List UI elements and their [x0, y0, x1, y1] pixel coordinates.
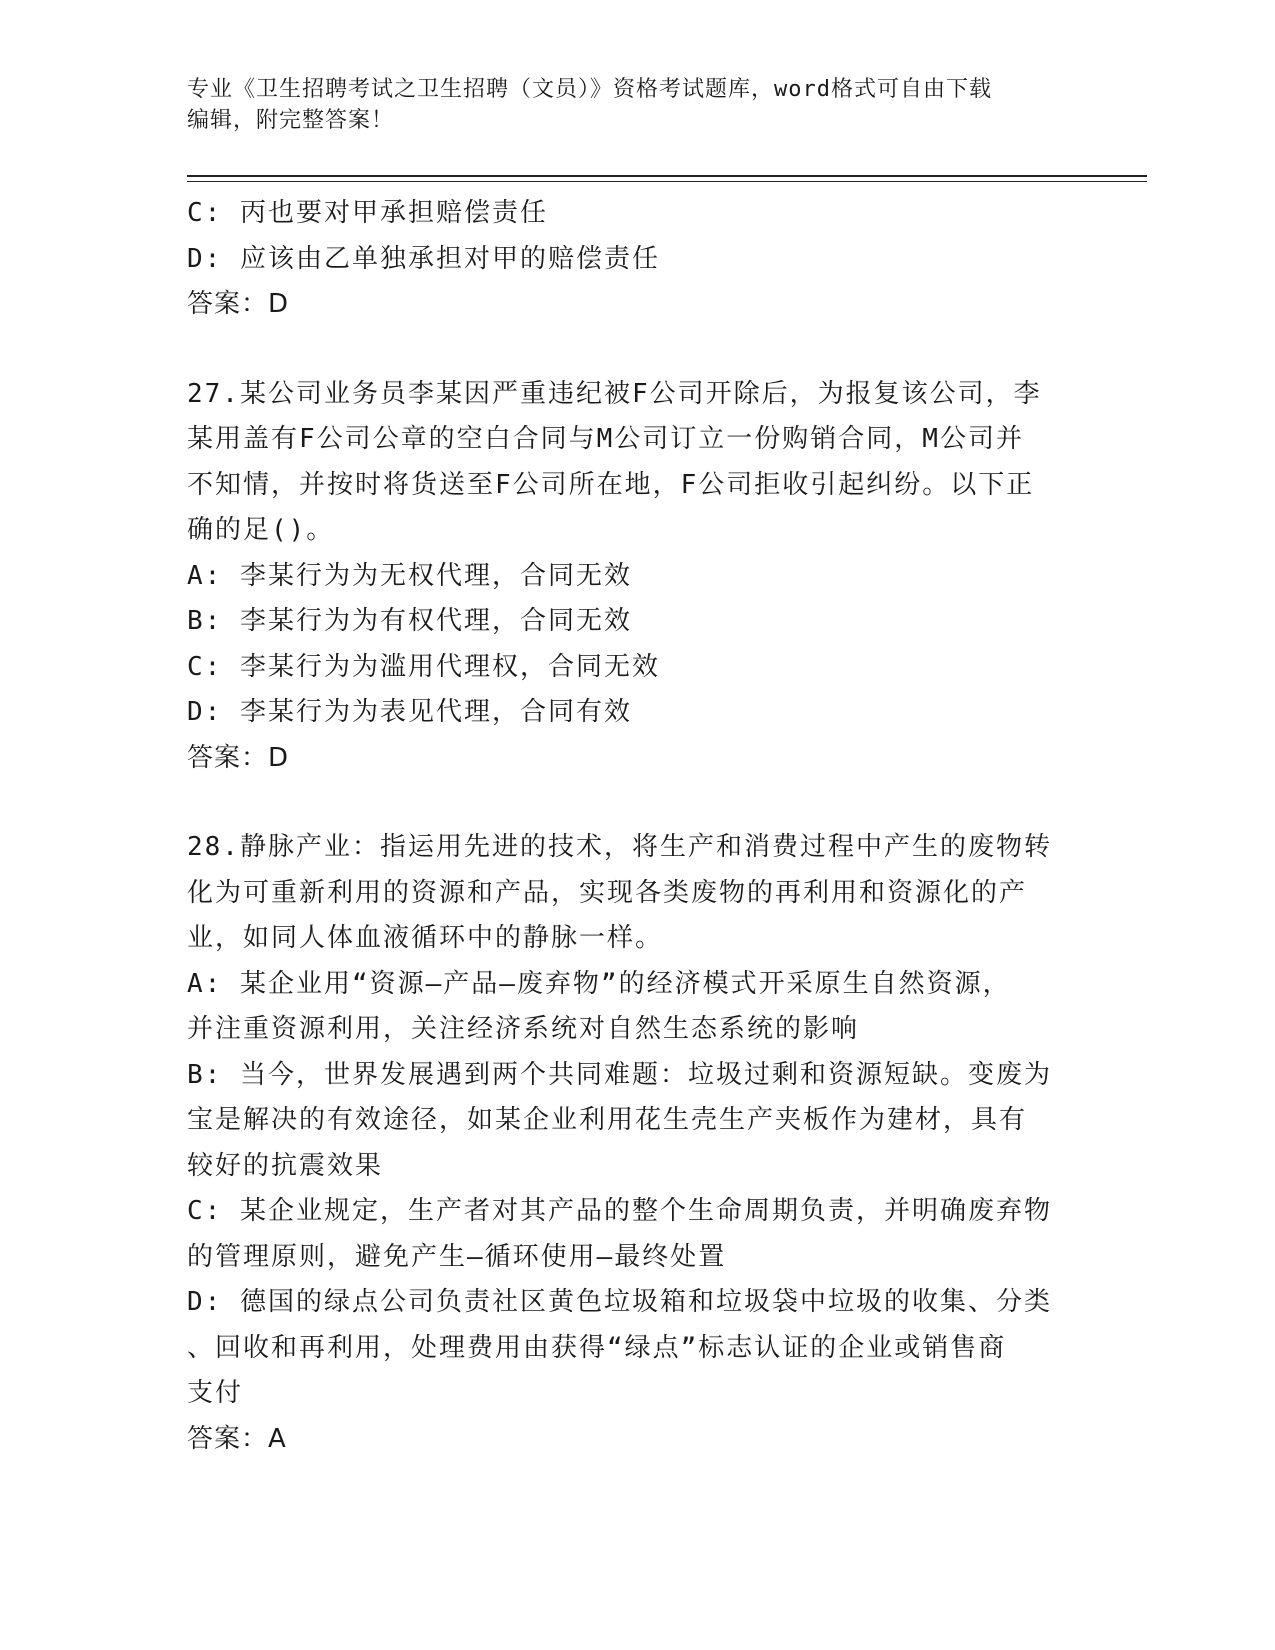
- option-c: C: 李某行为为滥用代理权，合同无效: [187, 651, 660, 682]
- option-a: A: 李某行为为无权代理，合同无效: [187, 560, 632, 591]
- option-line: 并注重资源利用，关注经济系统对自然生态系统的影响: [187, 1014, 860, 1044]
- question-28: [187, 825, 1087, 1462]
- option-line: 较好的抗震效果: [187, 1150, 384, 1181]
- option-line: 支付: [187, 1378, 244, 1408]
- document-body: [187, 191, 1087, 1462]
- option-b: [187, 1053, 1087, 1190]
- option-c: C: 丙也要对甲承担赔偿责任: [187, 198, 548, 228]
- question-stem-line: 不知情，并按时将货送至F公司所在地，F公司拒收引起纠纷。以下正: [187, 469, 1035, 500]
- header-rule-thin: [187, 181, 1147, 182]
- prev-question: [187, 191, 1087, 328]
- header-rule-thick: [187, 175, 1147, 177]
- option-a: [187, 962, 1087, 1053]
- document-header: [187, 74, 1087, 136]
- answer: 答案：A: [187, 1423, 287, 1454]
- answer: 答案：D: [187, 289, 290, 319]
- question-stem-line: 27.某公司业务员李某因严重违纪被F公司开除后，为报复该公司，李: [187, 378, 1042, 409]
- question-stem-line: 化为可重新利用的资源和产品，实现各类废物的再利用和资源化的产: [187, 877, 1028, 908]
- option-line: A: 某企业用“资源—产品—废弃物”的经济模式开采原生自然资源，: [187, 968, 1011, 999]
- option-c: [187, 1189, 1087, 1280]
- option-line: 、回收和再利用，处理费用由获得“绿点”标志认证的企业或销售商: [187, 1332, 1007, 1363]
- option-d: D: 应该由乙单独承担对甲的赔偿责任: [187, 243, 660, 274]
- question-stem-line: 某用盖有F公司公章的空白合同与M公司订立一份购销合同，M公司并: [187, 424, 1024, 454]
- question-stem-line: 确的足()。: [187, 515, 335, 545]
- option-line: 的管理原则，避免产生—循环使用—最终处置: [187, 1241, 727, 1272]
- header-line-1: 专业《卫生招聘考试之卫生招聘（文员）》资格考试题库，word格式可自由下载: [187, 77, 992, 102]
- option-b: B: 李某行为为有权代理，合同无效: [187, 606, 632, 636]
- option-line: C: 某企业规定，生产者对其产品的整个生命周期负责，并明确废弃物: [187, 1196, 1052, 1226]
- option-line: D: 德国的绿点公司负责社区黄色垃圾箱和垃圾袋中垃圾的收集、分类: [187, 1287, 1052, 1317]
- answer: 答案：D: [187, 742, 290, 773]
- option-line: B: 当今，世界发展遇到两个共同难题：垃圾过剩和资源短缺。变废为: [187, 1059, 1052, 1090]
- question-stem-line: 28.静脉产业：指运用先进的技术，将生产和消费过程中产生的废物转: [187, 832, 1052, 862]
- option-d: [187, 1280, 1087, 1417]
- option-d: D: 李某行为为表见代理，合同有效: [187, 697, 632, 727]
- option-line: 宝是解决的有效途径，如某企业利用花生壳生产夹板作为建材，具有: [187, 1105, 1028, 1135]
- header-line-2: 编辑，附完整答案！: [187, 108, 395, 133]
- question-27: [187, 372, 1087, 782]
- question-stem-line: 业，如同人体血液循环中的静脉一样。: [187, 923, 664, 953]
